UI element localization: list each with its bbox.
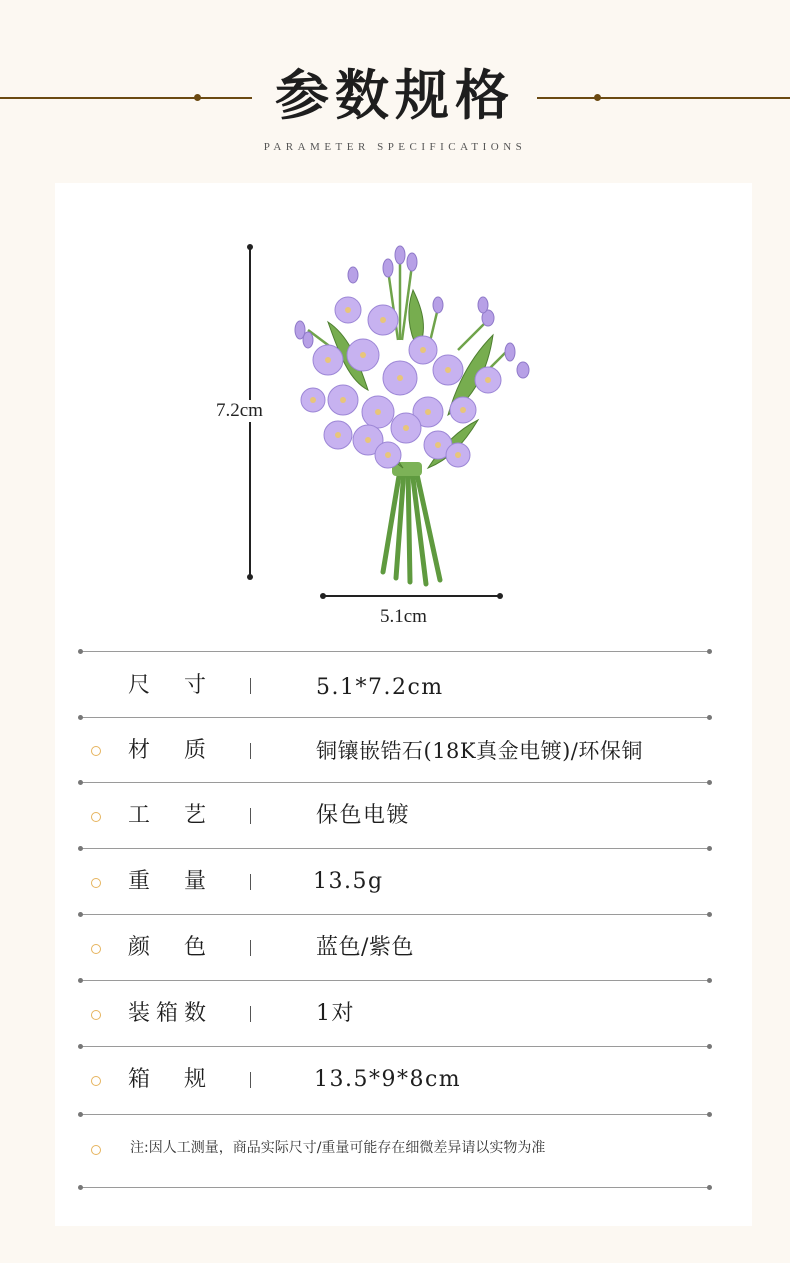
product-image [288, 240, 538, 590]
spec-value: 13.5g [313, 869, 384, 894]
bullet-circle-icon [91, 1076, 101, 1086]
page-subtitle: PARAMETER SPECIFICATIONS [263, 141, 527, 153]
row-divider [80, 848, 710, 849]
stems [383, 470, 440, 584]
bullet-circle-icon [91, 1145, 101, 1155]
row-divider [80, 914, 710, 915]
spec-value: 1对 [316, 1001, 355, 1026]
row-divider [80, 1114, 710, 1115]
height-dimension-bottom-dot [247, 574, 253, 580]
bullet-circle-icon [91, 1010, 101, 1020]
height-dimension-top-dot [247, 244, 253, 250]
spec-separator [250, 874, 251, 890]
spec-label: 颜色 [128, 935, 206, 960]
spec-separator [250, 1072, 251, 1088]
spec-label: 重量 [128, 869, 206, 894]
spec-label: 尺寸 [128, 673, 206, 698]
spec-value: 保色电镀 [316, 803, 411, 828]
spec-label: 箱规 [128, 1067, 206, 1092]
spec-separator [250, 678, 251, 694]
height-label: 7.2cm [216, 400, 263, 421]
spec-label: 装箱数 [128, 1001, 206, 1026]
width-dimension-right-dot [497, 593, 503, 599]
bullet-circle-icon [91, 812, 101, 822]
spec-separator [250, 1006, 251, 1022]
spec-value: 铜镶嵌锆石(18K真金电镀)/环保铜 [316, 739, 643, 763]
page-title: 参数规格 [275, 63, 515, 127]
row-divider [80, 1187, 710, 1188]
row-divider [80, 1046, 710, 1047]
row-divider [80, 980, 710, 981]
spec-separator [250, 743, 251, 759]
row-divider [80, 782, 710, 783]
bullet-circle-icon [91, 878, 101, 888]
spec-separator [250, 940, 251, 956]
spec-separator [250, 808, 251, 824]
spec-label: 材质 [128, 738, 206, 763]
width-dimension-line [322, 595, 500, 597]
disclaimer-note: 注:因人工测量，商品实际尺寸/重量可能存在细微差异请以实物为准 [130, 1140, 546, 1156]
row-divider [80, 651, 710, 652]
bullet-circle-icon [91, 746, 101, 756]
bullet-circle-icon [91, 944, 101, 954]
width-dimension-left-dot [320, 593, 326, 599]
spec-value: 13.5*9*8cm [314, 1067, 462, 1092]
spec-label: 工艺 [128, 803, 206, 828]
spec-value: 蓝色/紫色 [316, 935, 414, 960]
spec-value: 5.1*7.2cm [316, 675, 444, 700]
width-label: 5.1cm [380, 606, 427, 627]
row-divider [80, 717, 710, 718]
